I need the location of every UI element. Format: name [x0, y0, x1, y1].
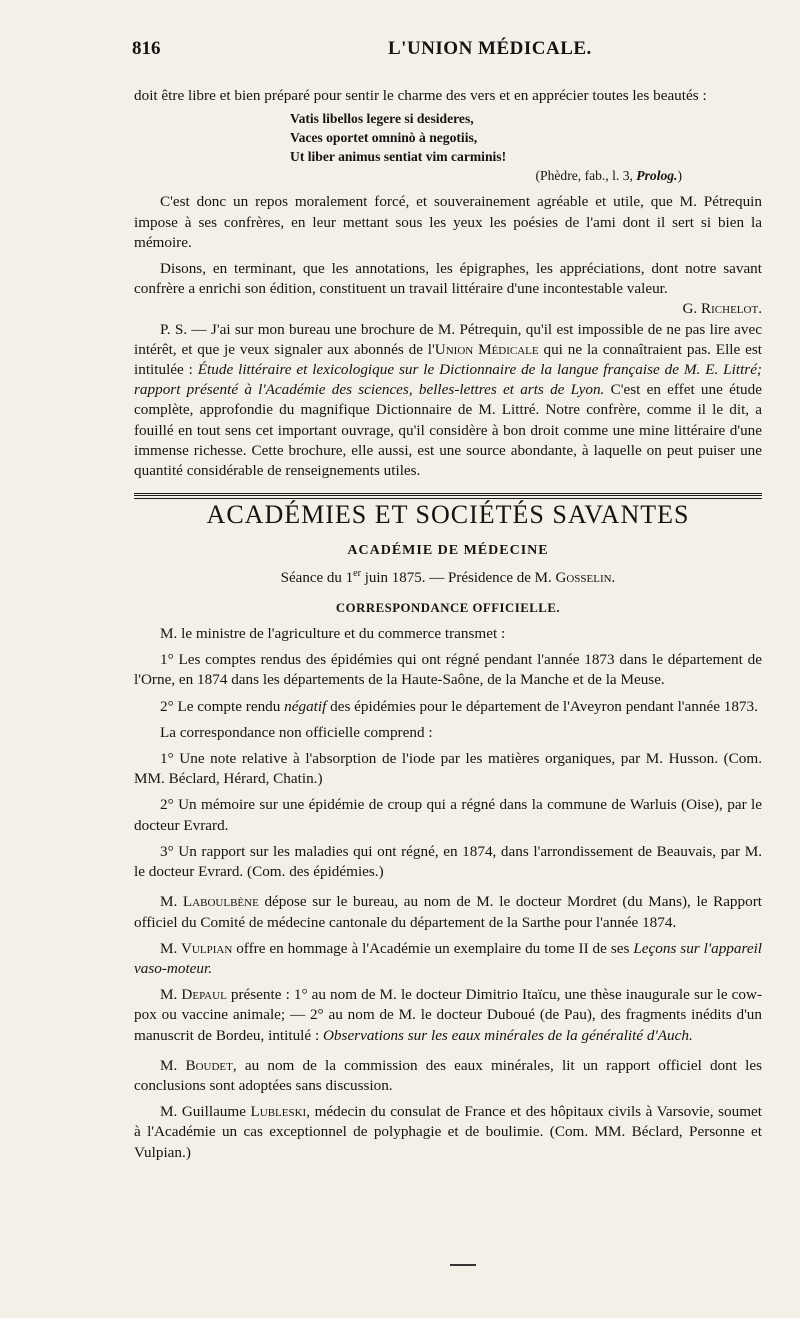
postscript [134, 320, 762, 482]
ps-text-c: C'est en effet une étude complète, approfondie du magnifique Dictionnaire de M. Littré. Notre confrère, comme il le dit, a fouillé en tout sens cet important ouvrage, qu'il considère à bon droit comme une mine littéraire d'une immense richesse. Cette brochure, elle aussi, est une source abondante, à laquelle on peut puiser une quantité considérable de renseignements utiles. [134, 381, 762, 480]
citation-close: ) [677, 168, 682, 184]
disons-text: Disons, en terminant, que les annotations, les épigraphes, les appréciations, dont notre savant confrère a enrichi son édition, constituent un travail littéraire d'une incontestable valeur. [134, 260, 762, 298]
item2-text-b: des épidémies pour le département de l'Aveyron pendant l'année 1873. [326, 697, 758, 715]
latin-verse [290, 109, 762, 166]
verse-line-3: Ut liber animus sentiat vim carminis! [290, 149, 507, 165]
vulpian-paragraph [134, 939, 762, 979]
signature: G. Richelot. [682, 300, 762, 318]
ministre-line: M. le ministre de l'agriculture et du commerce transmet : [160, 625, 506, 643]
nonofficial-item-1: 1° Une note relative à l'absorption de l'iode par les matières organiques, par M. Husson. (Com. MM. Béclard, Hérard, Chatin.) [134, 750, 762, 788]
verse-line-2: Vaces oportet omninò à negotiis, [290, 130, 478, 146]
paragraph-disons [134, 259, 762, 318]
laboulbene-text: dépose sur le bureau, au nom de M. le docteur Mordret (du Mans), le Rapport officiel du Comité de médecine cantonale du département de la Sarthe pour l'année 1874. [134, 893, 762, 931]
nonofficial-line: La correspondance non officielle comprend : [160, 723, 433, 741]
vulpian-name: M. Vulpian [160, 939, 233, 957]
session-president: Gosselin. [555, 569, 616, 586]
lubleski-name-a: M. Guillaume [160, 1103, 251, 1121]
citation-work: Prolog. [636, 168, 678, 184]
article-body [134, 86, 762, 1163]
session-sup: er [353, 567, 361, 579]
depaul-name: M. Depaul [160, 986, 227, 1004]
session-text-a: Séance du 1 [280, 569, 354, 586]
vulpian-text: offre en hommage à l'Académie un exemplaire du tome II de ses [232, 939, 634, 957]
lubleski-text: , médecin du consulat de France et des hôpitaux civils à Varsovie, soumet à l'Académie un cas exceptionnel de polyphagie et de boulimie. (Com. MM. Béclard, Personne et Vulpian.) [134, 1103, 762, 1161]
item2-italic: négatif [284, 697, 327, 715]
running-header [132, 38, 762, 60]
laboulbene-paragraph [134, 892, 762, 932]
ps-brochure-title: Étude littéraire et lexicologique sur le Dictionnaire de la langue française de M. E. Littré; rapport présenté à l'Académie des sciences, belles-lettres et arts de Lyon. [134, 361, 762, 399]
depaul-italic: Observations sur les eaux minérales de la généralité d'Auch. [322, 1026, 693, 1044]
nonofficial-item-2: 2° Un mémoire sur une épidémie de croup qui a régné dans la commune de Warluis (Oise), par le docteur Evrard. [134, 796, 762, 834]
intro-line: doit être libre et bien préparé pour sentir le charme des vers et en apprécier toutes les beautés : [134, 87, 707, 104]
ps-text-b: qui ne la connaîtraient pas. Elle est intitulée : [134, 340, 762, 379]
laboulbene-name: M. Laboulbène [160, 893, 259, 911]
correspondence-heading: CORRESPONDANCE OFFICIELLE. [335, 600, 561, 615]
page-number: 816 [132, 38, 161, 59]
corr-item-1: 1° Les comptes rendus des épidémies qui ont régné pendant l'année 1873 dans le département de l'Orne, en 1874 dans les départements de la Haute-Saône, de la Manche et de la Meuse. [134, 651, 762, 689]
verse-line-1: Vatis libellos legere si desideres, [290, 111, 474, 127]
lubleski-name-b: Lubleski [250, 1103, 307, 1121]
boudet-text: , au nom de la commission des eaux minérales, lit un rapport officiel dont les conclusions sont adoptées sans discussion. [134, 1056, 763, 1094]
lubleski-paragraph [134, 1102, 762, 1163]
journal-title: L'UNION MÉDICALE. [388, 38, 592, 59]
nonofficial-item-3: 3° Un rapport sur les maladies qui ont régné, en 1874, dans l'arrondissement de Beauvais, par M. le docteur Evrard. (Com. des épidémies.) [134, 842, 762, 881]
section-title: ACADÉMIES ET SOCIÉTÉS SAVANTES [206, 500, 690, 530]
citation-author: (Phèdre, fab., l. 3, [535, 168, 637, 184]
session-text-b: juin 1875. — Présidence de M. [360, 569, 556, 586]
ps-journal: Union Médicale [434, 340, 539, 358]
section-subtitle: ACADÉMIE DE MÉDECINE [347, 543, 549, 559]
depaul-paragraph [134, 985, 762, 1046]
session-line [134, 564, 762, 588]
paragraph-repos: C'est donc un repos moralement forcé, et souverainement agréable et utile, que M. Pétrequin impose à ses confrères, en leur mettant sous les yeux les poésies de l'ami dont il sert si bien la mémoire. [134, 193, 762, 251]
boudet-name: M. Boudet [160, 1056, 233, 1074]
depaul-text: présente : 1° au nom de M. le docteur Dimitrio Itaïcu, une thèse inaugurale sur le cow-pox ou vaccine animale; — 2° au nom de M. le docteur Duboué (de Pau), des fragments inédits d'un manuscrit de Bordeu, intitulé : [134, 986, 763, 1044]
verse-citation [134, 166, 682, 186]
section-divider [134, 493, 762, 499]
page-end-mark [450, 1264, 476, 1266]
ps-text-a: P. S. — J'ai sur mon bureau une brochure de M. Pétrequin, qu'il est impossible de ne pas lire avec intérêt, et que je veux signaler aux abonnés de l' [134, 320, 762, 358]
vulpian-italic: Leçons sur l'appareil vaso-moteur. [134, 939, 763, 977]
item2-text-a: 2° Le compte rendu [160, 697, 285, 715]
boudet-paragraph [134, 1056, 762, 1096]
corr-item-2 [134, 697, 762, 717]
